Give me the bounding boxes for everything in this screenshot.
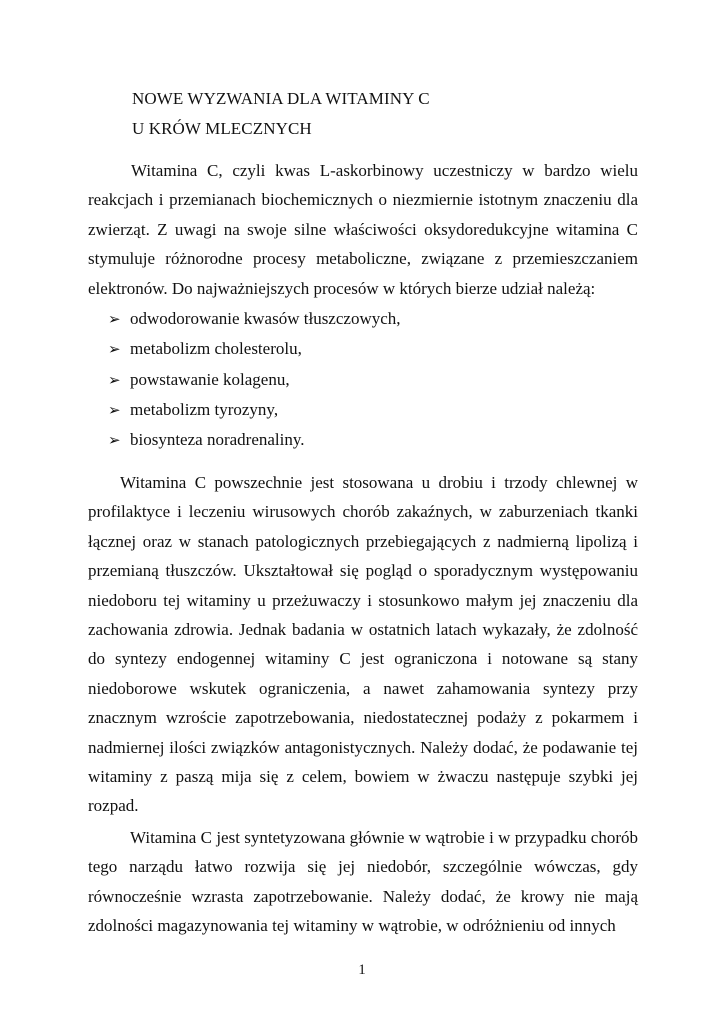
list-item — [108, 425, 401, 455]
paragraph-3: Witamina C jest syntetyzowana głównie w wątrobie i w przypadku chorób tego narządu łatwo rozwija się jej niedobór, szczególnie wówczas, gdy równocześnie wzrasta zapotrzebowanie. Należy dodać, że krowy nie mają zdolności magazynowania tej witaminy w wątrobie, w odróżnieniu od innych — [88, 828, 638, 936]
paragraph-2: Witamina C powszechnie jest stosowana u drobiu i trzody chlewnej w profilaktyce i leczeniu wirusowych chorób zakaźnych, w zaburzeniach tkanki łącznej oraz w stanach patologicznych przebiegających z nadmierną lipolizą i przemianą tłuszczów. Ukształtował się pogląd o sporadycznym występowaniu niedoboru tej witaminy u przeżuwaczy i stosunkowo małym jej znaczeniu dla zachowania zdrowia. Jednak badania w ostatnich latach wykazały, że zdolność do syntezy endogennej witaminy C jest ograniczona i notowane są stany niedoborowe wskutek ograniczenia, a nawet zahamowania syntezy przy znacznym wzroście zapotrzebowania, niedostatecznej podaży z pokarmem i nadmiernej ilości związków antagonistycznych. Należy dodać, że podawanie tej witaminy z paszą mija się z celem, bowiem w żwaczu następuje szybki jej rozpad. — [88, 473, 638, 816]
page-number: 1 — [358, 962, 366, 978]
arrow-bullet-icon: ➢ — [108, 370, 121, 389]
arrow-bullet-icon: ➢ — [108, 400, 121, 419]
bullet-list — [108, 304, 401, 455]
list-item-text: metabolizm tyrozyny, — [130, 399, 279, 419]
list-item — [108, 365, 401, 395]
title-line-2: U KRÓW MLECZNYCH — [132, 119, 312, 138]
list-item-text: powstawanie kolagenu, — [130, 369, 290, 389]
list-item-text: metabolizm cholesterolu, — [130, 339, 302, 359]
arrow-bullet-icon: ➢ — [108, 340, 121, 359]
list-item-text: biosynteza noradrenaliny. — [130, 430, 305, 450]
document-title — [132, 84, 430, 144]
list-item — [108, 334, 401, 364]
paragraph-1: Witamina C, czyli kwas L-askorbinowy uczestniczy w bardzo wielu reakcjach i przemianach biochemicznych o niezmiernie istotnym znaczeniu dla zwierząt. Z uwagi na swoje silne właściwości oksydoredukcyjne witamina C stymuluje różnorodne procesy metaboliczne, związane z przemieszczaniem elektronów. Do najważniejszych procesów w których bierze udział należą: — [88, 161, 638, 298]
arrow-bullet-icon: ➢ — [108, 431, 121, 450]
title-line-1: NOWE WYZWANIA DLA WITAMINY C — [132, 89, 430, 108]
list-item-text: odwodorowanie kwasów tłuszczowych, — [130, 309, 401, 328]
list-item — [108, 395, 401, 425]
arrow-bullet-icon: ➢ — [108, 310, 121, 328]
list-item — [108, 304, 401, 334]
